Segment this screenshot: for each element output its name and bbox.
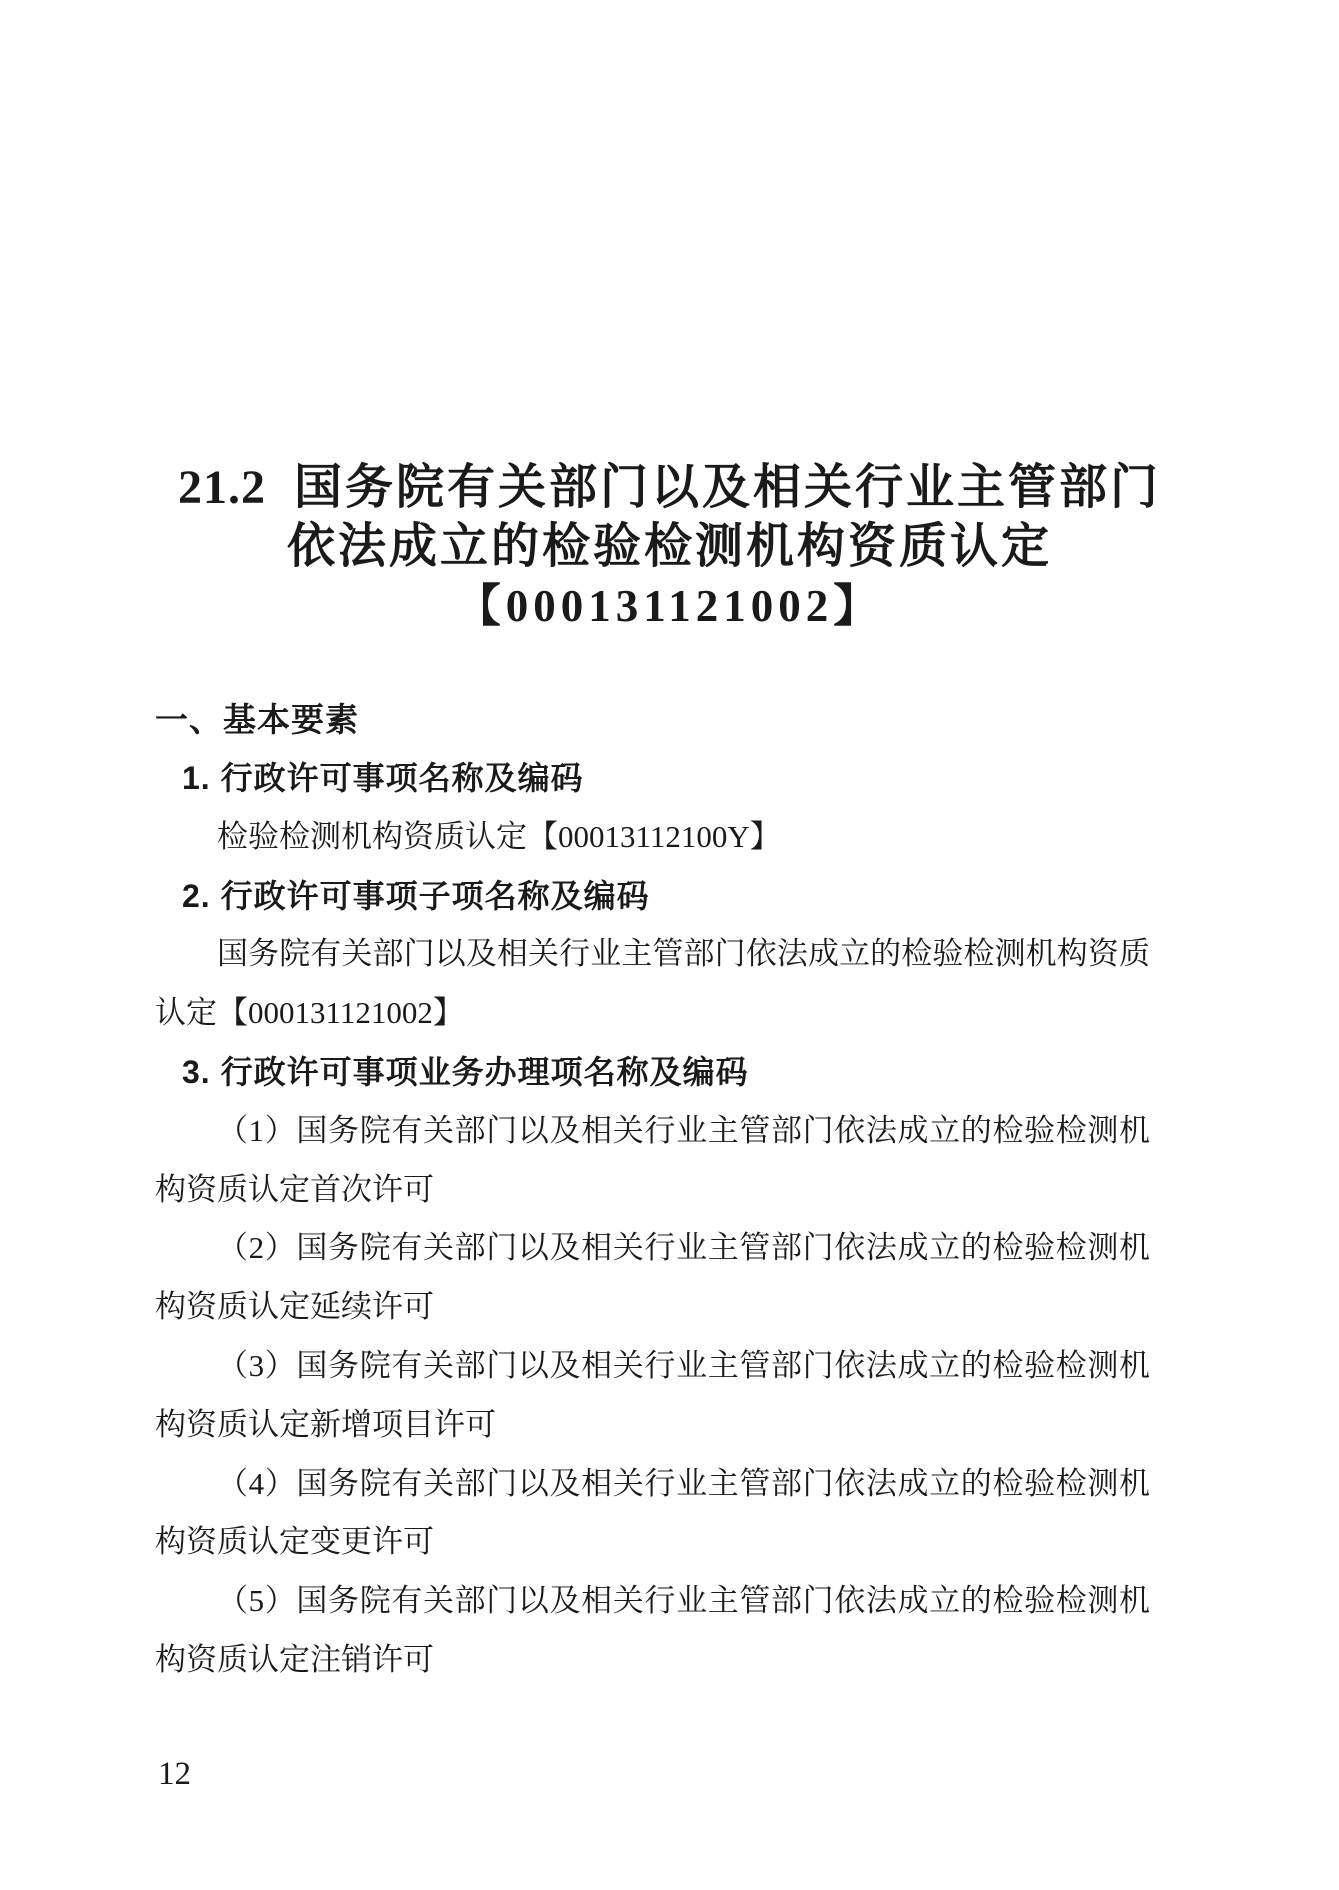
title-line-2: 依法成立的检验检测机构资质认定 xyxy=(286,520,1052,573)
sub-item-1-line-1: （1）国务院有关部门以及相关行业主管部门依法成立的检验检测机 xyxy=(217,1112,1150,1148)
subheading-item-3: 3. 行政许可事项业务办理项名称及编码 xyxy=(182,1053,749,1090)
subheading-item-1: 1. 行政许可事项名称及编码 xyxy=(182,760,584,796)
sub-item-3-line-1: （3）国务院有关部门以及相关行业主管部门依法成立的检验检测机 xyxy=(217,1347,1150,1383)
sub-item-5-line-2: 构资质认定注销许可 xyxy=(155,1641,434,1677)
page-number: 12 xyxy=(158,1756,191,1792)
title-line-1-text: 国务院有关部门以及相关行业主管部门 xyxy=(293,461,1161,514)
item-2-body-line-1: 国务院有关部门以及相关行业主管部门依法成立的检验检测机构资质 xyxy=(217,936,1150,972)
title-section-number: 21.2 xyxy=(177,461,266,514)
title-line-1 xyxy=(0,458,1339,517)
sub-item-2-line-1: （2）国务院有关部门以及相关行业主管部门依法成立的检验检测机 xyxy=(217,1230,1150,1266)
item-1-body-line: 检验检测机构资质认定【00013112100Y】 xyxy=(217,818,781,854)
sub-item-2-line-2: 构资质认定延续许可 xyxy=(155,1289,434,1325)
sub-item-1-line-2: 构资质认定首次许可 xyxy=(155,1171,434,1207)
sub-item-3-line-2: 构资质认定新增项目许可 xyxy=(155,1406,496,1442)
item-2-body-line-2: 认定【000131121002】 xyxy=(155,995,464,1031)
sub-item-4-line-2: 构资质认定变更许可 xyxy=(155,1524,434,1560)
sub-item-5-line-1: （5）国务院有关部门以及相关行业主管部门依法成立的检验检测机 xyxy=(217,1583,1150,1619)
title-approval-code: 【000131121002】 xyxy=(455,581,884,631)
document-title xyxy=(0,458,1339,636)
subheading-item-2: 2. 行政许可事项子项名称及编码 xyxy=(182,877,650,914)
section-heading-basic-elements: 一、基本要素 xyxy=(155,701,359,738)
sub-item-4-line-1: （4）国务院有关部门以及相关行业主管部门依法成立的检验检测机 xyxy=(217,1465,1150,1501)
document-body xyxy=(155,749,1150,1690)
